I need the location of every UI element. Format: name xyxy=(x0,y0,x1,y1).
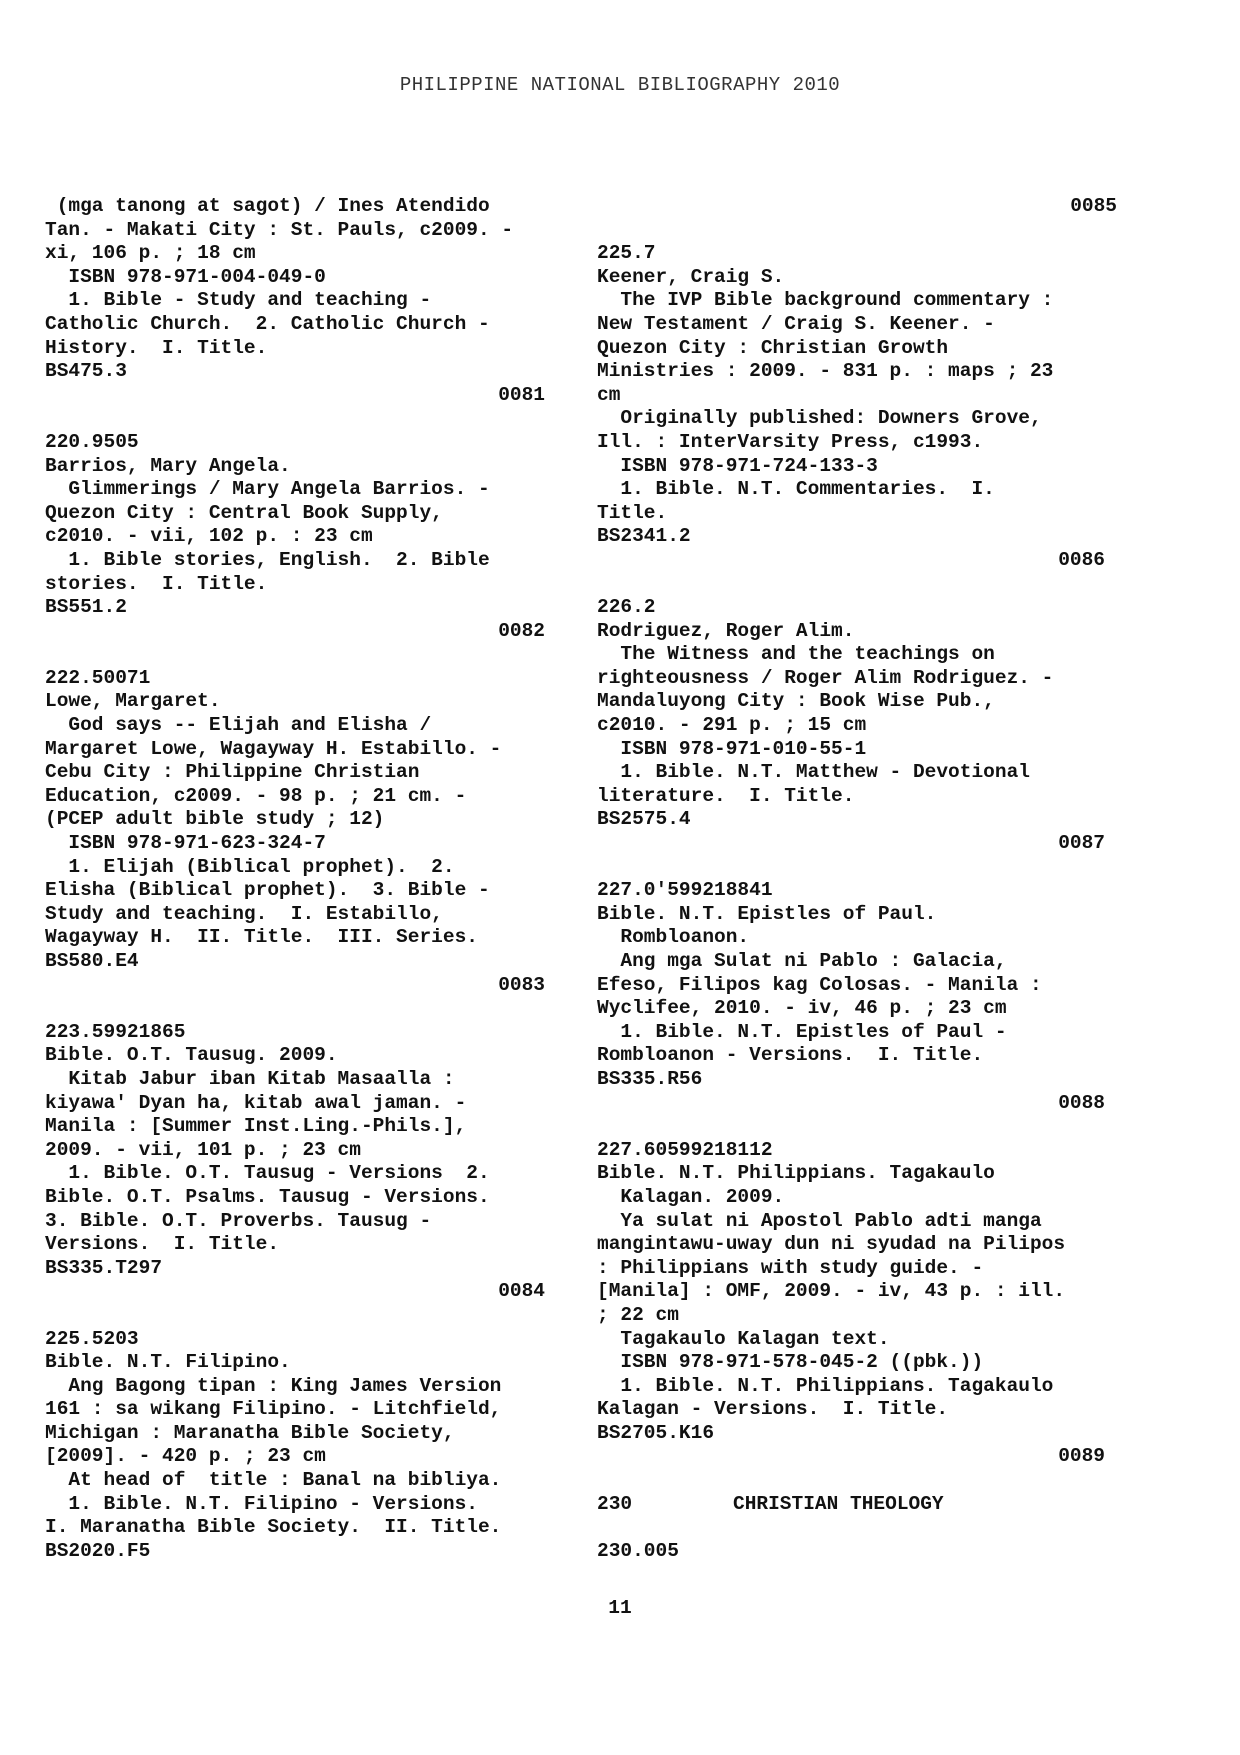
record-number: 0088 xyxy=(1058,1091,1105,1114)
entry-line: Manila : [Summer Inst.Ling.-Phils.], xyxy=(45,1115,467,1138)
section-class-number: 230 xyxy=(597,1492,633,1515)
entry-line: 1. Bible. N.T. Philippians. Tagakaulo xyxy=(597,1374,1054,1397)
entry-line: Glimmerings / Mary Angela Barrios. - xyxy=(45,478,490,501)
entry-line xyxy=(45,407,545,431)
entry-line: Bible. O.T. Tausug. 2009. xyxy=(45,1044,338,1067)
entry-line: Bible. N.T. Philippians. Tagakaulo xyxy=(597,1162,995,1185)
section-heading xyxy=(597,1493,1117,1517)
entry-line: Quezon City : Central Book Supply, xyxy=(45,501,443,524)
entry-line: At head of title : Banal na bibliya. xyxy=(45,1469,502,1492)
entry-line: stories. I. Title. xyxy=(45,572,268,595)
left-column xyxy=(45,195,545,1563)
record-number: 0081 xyxy=(498,383,545,406)
entry-line: 1. Bible - Study and teaching - xyxy=(45,289,432,312)
entry-line xyxy=(597,856,1117,880)
entry-line: ISBN 978-971-623-324-7 xyxy=(45,832,326,855)
entry-line: New Testament / Craig S. Keener. - xyxy=(597,312,995,335)
entry-line: Ang Bagong tipan : King James Version xyxy=(45,1374,502,1397)
entry-line: Elisha (Biblical prophet). 3. Bible - xyxy=(45,879,490,902)
entry-line: ISBN 978-971-004-049-0 xyxy=(45,265,326,288)
entry-line: 227.60599218112 xyxy=(597,1138,773,1161)
entry-line: Ill. : InterVarsity Press, c1993. xyxy=(597,430,984,453)
entry-line: 161 : sa wikang Filipino. - Litchfield, xyxy=(45,1398,502,1421)
entry-line: Rombloanon. xyxy=(597,926,750,949)
entry-line: Tagakaulo Kalagan text. xyxy=(597,1327,890,1350)
entry-line: 230.005 xyxy=(597,1539,679,1562)
entry-line: c2010. - vii, 102 p. : 23 cm xyxy=(45,525,373,548)
section-title: CHRISTIAN THEOLOGY xyxy=(733,1492,944,1515)
entry-line: 223.59921865 xyxy=(45,1020,186,1043)
record-number: 0086 xyxy=(1058,548,1105,571)
entry-line: Ministries : 2009. - 831 p. : maps ; 23 xyxy=(597,360,1054,383)
entry-line: 220.9505 xyxy=(45,430,139,453)
entry-line: 227.0'599218841 xyxy=(597,879,773,902)
entry-line: Keener, Craig S. xyxy=(597,265,785,288)
entry-line: cm xyxy=(597,383,621,406)
entry-line: ISBN 978-971-578-045-2 ((pbk.)) xyxy=(597,1351,984,1374)
entry-line: Tan. - Makati City : St. Pauls, c2009. - xyxy=(45,218,514,241)
entry-line: Originally published: Downers Grove, xyxy=(597,407,1042,430)
entry-line: Kalagan - Versions. I. Title. xyxy=(597,1398,949,1421)
entry-line: BS2020.F5 xyxy=(45,1539,151,1562)
entry-line: The IVP Bible background commentary : xyxy=(597,289,1054,312)
entry-line: 226.2 xyxy=(597,596,656,619)
entry-line: mangintawu-uway dun ni syudad na Pilipos xyxy=(597,1233,1066,1256)
entry-line: 3. Bible. O.T. Proverbs. Tausug - xyxy=(45,1209,432,1232)
entry-line: 1. Bible. N.T. Commentaries. I. xyxy=(597,478,995,501)
entry-line: 2009. - vii, 101 p. ; 23 cm xyxy=(45,1138,361,1161)
entry-line: kiyawa' Dyan ha, kitab awal jaman. - xyxy=(45,1091,467,1114)
record-number: 0087 xyxy=(1058,832,1105,855)
entry-line: BS2575.4 xyxy=(597,808,691,831)
record-number: 0085 xyxy=(1070,195,1117,217)
entry-line: Kitab Jabur iban Kitab Masaalla : xyxy=(45,1067,455,1090)
entry-line: Bible. O.T. Psalms. Tausug - Versions. xyxy=(45,1185,490,1208)
entry-line: BS2341.2 xyxy=(597,525,691,548)
entry-line: literature. I. Title. xyxy=(597,784,855,807)
entry-line xyxy=(597,219,1117,243)
entry-line: Mandaluyong City : Book Wise Pub., xyxy=(597,690,995,713)
entry-line: Bible. N.T. Filipino. xyxy=(45,1351,291,1374)
entry-line: ISBN 978-971-724-133-3 xyxy=(597,454,878,477)
entry-line: Quezon City : Christian Growth xyxy=(597,336,949,359)
entry-line: Lowe, Margaret. xyxy=(45,690,221,713)
entry-line: c2010. - 291 p. ; 15 cm xyxy=(597,714,867,737)
entry-line: Versions. I. Title. xyxy=(45,1233,280,1256)
entry-line xyxy=(597,1516,1117,1540)
entry-line xyxy=(597,1115,1117,1139)
entry-line: Catholic Church. 2. Catholic Church - xyxy=(45,312,490,335)
page-number: 11 xyxy=(608,1597,632,1619)
entry-line: BS335.R56 xyxy=(597,1067,703,1090)
entry-line: 225.7 xyxy=(597,242,656,265)
entry-line xyxy=(597,1469,1117,1493)
page-header: PHILIPPINE NATIONAL BIBLIOGRAPHY 2010 xyxy=(399,74,841,96)
entry-line: Wyclifee, 2010. - iv, 46 p. ; 23 cm xyxy=(597,997,1007,1020)
entry-line: righteousness / Roger Alim Rodriguez. - xyxy=(597,666,1054,689)
entry-line: Education, c2009. - 98 p. ; 21 cm. - xyxy=(45,784,467,807)
entry-line: BS551.2 xyxy=(45,596,127,619)
entry-line: Ya sulat ni Apostol Pablo adti manga xyxy=(597,1209,1042,1232)
entry-line: 1. Bible stories, English. 2. Bible xyxy=(45,548,490,571)
entry-line: (PCEP adult bible study ; 12) xyxy=(45,808,385,831)
record-number: 0089 xyxy=(1058,1445,1105,1468)
entry-line xyxy=(45,1304,545,1328)
entry-line: Margaret Lowe, Wagayway H. Estabillo. - xyxy=(45,737,502,760)
entry-line: 1. Bible. N.T. Filipino - Versions. xyxy=(45,1492,478,1515)
entry-line: 1. Bible. N.T. Matthew - Devotional xyxy=(597,761,1030,784)
entry-line: Ang mga Sulat ni Pablo : Galacia, xyxy=(597,950,1007,972)
record-number: 0083 xyxy=(498,973,545,996)
entry-line: Rodriguez, Roger Alim. xyxy=(597,619,855,642)
entry-line: [Manila] : OMF, 2009. - iv, 43 p. : ill. xyxy=(597,1280,1066,1303)
entry-line: Study and teaching. I. Estabillo, xyxy=(45,902,443,925)
record-number: 0082 xyxy=(498,619,545,642)
entry-line xyxy=(45,643,545,667)
entry-line: xi, 106 p. ; 18 cm xyxy=(45,242,256,265)
entry-line: The Witness and the teachings on xyxy=(597,643,995,666)
entry-line: Bible. N.T. Epistles of Paul. xyxy=(597,902,937,925)
record-number: 0084 xyxy=(498,1280,545,1303)
entry-line: [2009]. - 420 p. ; 23 cm xyxy=(45,1445,326,1468)
entry-line: Rombloanon - Versions. I. Title. xyxy=(597,1044,984,1067)
entry-line xyxy=(597,573,1117,597)
entry-line: Efeso, Filipos kag Colosas. - Manila : xyxy=(597,973,1042,996)
entry-line: ; 22 cm xyxy=(597,1303,679,1326)
entry-line: (mga tanong at sagot) / Ines Atendido xyxy=(45,195,490,217)
entry-line: Kalagan. 2009. xyxy=(597,1185,785,1208)
entry-line: 1. Bible. O.T. Tausug - Versions 2. xyxy=(45,1162,490,1185)
entry-line: : Philippians with study guide. - xyxy=(597,1256,984,1279)
entry-line: Title. xyxy=(597,501,668,524)
entry-line: 1. Elijah (Biblical prophet). 2. xyxy=(45,855,455,878)
entry-line: History. I. Title. xyxy=(45,336,268,359)
entry-line: Michigan : Maranatha Bible Society, xyxy=(45,1421,455,1444)
entry-line: 222.50071 xyxy=(45,666,151,689)
entry-line: 225.5203 xyxy=(45,1327,139,1350)
entry-line xyxy=(45,997,545,1021)
entry-line: BS2705.K16 xyxy=(597,1421,715,1444)
entry-line: BS335.T297 xyxy=(45,1256,163,1279)
entry-line: I. Maranatha Bible Society. II. Title. xyxy=(45,1516,502,1539)
entry-line: God says -- Elijah and Elisha / xyxy=(45,714,432,737)
entry-line: BS580.E4 xyxy=(45,950,139,972)
entry-line: Cebu City : Philippine Christian xyxy=(45,761,420,784)
right-column xyxy=(597,195,1117,1563)
entry-line: ISBN 978-971-010-55-1 xyxy=(597,737,867,760)
entry-line: Barrios, Mary Angela. xyxy=(45,454,291,477)
entry-line: 1. Bible. N.T. Epistles of Paul - xyxy=(597,1020,1007,1043)
entry-line: Wagayway H. II. Title. III. Series. xyxy=(45,926,478,949)
entry-line: BS475.3 xyxy=(45,360,127,383)
